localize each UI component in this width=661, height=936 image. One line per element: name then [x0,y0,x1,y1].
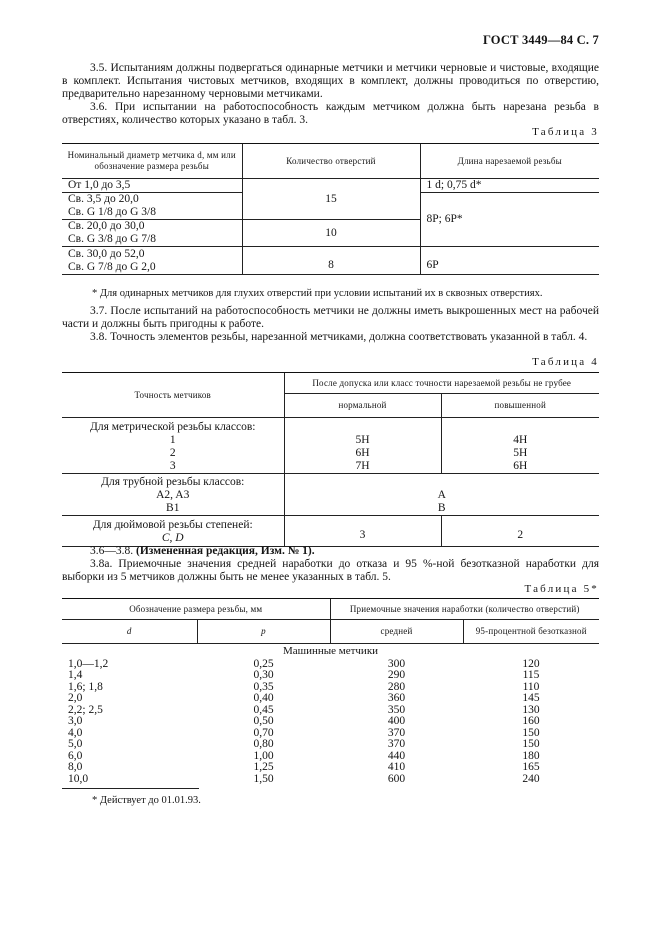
table-row [62,774,599,786]
paragraph-3-6: 3.6. При испытании на работоспособность каждым метчиком должна быть нарезана резьба в отверстиях, количество которых указано в табл. 3. [62,101,599,126]
table-3-row-1-length: 1 d; 0,75 d* [420,179,599,193]
table-5-cell-d: 5,0 [68,738,83,750]
table-4-header-normal: нормальной [284,394,441,418]
table-4-caption: Таблица 4 [532,356,599,368]
table-4-metric-label: Для метрической резьбы классов: [89,421,256,433]
table-4-header-accuracy: Точность метчиков [62,373,284,418]
table-3-row-3-count: 10 [242,220,420,247]
table-row [62,739,599,751]
table-4-metric-normal-1: 5H [355,434,370,446]
table-5-footnote: * Действует до 01.01.93. [92,795,201,806]
amendment-ref: 3.6—3.8. [90,545,134,557]
table-5-cell-95: 110 [522,680,540,693]
table-3-length-merged: 8P; 6P* [420,193,599,247]
table-5-header-95: 95-процентной безотказной [463,620,599,644]
table-5-cell-d: 1,4 [68,669,83,681]
table-4-pipe-label: Для трубной резьбы классов: [101,476,245,488]
table-5-cell-avg: 280 [387,680,406,693]
table-5-header-avg: средней [330,620,463,644]
table-4 [62,372,599,547]
table-4-metric-high-1: 4H [513,434,528,446]
table-3-row-3-line-2: Св. G 3/8 до G 7/8 [68,233,156,245]
table-5-cell-avg: 360 [387,692,406,704]
table-5-header-p: p [197,620,330,644]
table-4-pipe-cell [62,474,284,516]
table-3-footnote: * Для одинарных метчиков для глухих отверстий при условии испытаний их в сквозных отверстиях. [92,288,543,299]
table-3-caption: Таблица 3 [532,126,599,138]
table-5-cell-d: 8,0 [68,761,83,773]
table-5-cell-95: 150 [522,726,540,739]
table-4-pipe-class-2: B1 [166,502,180,514]
table-5-cell-d: 4,0 [68,726,83,739]
table-5-section-title: Машинные метчики [282,644,379,657]
table-3-row-4-diameter [62,247,242,275]
table-3-row-4-count: 8 [242,247,420,275]
table-3-row-4-length: 6P [420,247,599,275]
table-5-cell-p: 0,40 [253,692,274,704]
table-5-cell-avg: 370 [387,738,406,750]
table-4-inch-classes: C, D [161,532,184,544]
table-row [62,659,599,671]
table-4-metric-normal [284,418,441,474]
amendment-note [90,545,315,558]
table-3-header-diameter: Номинальный диаметр метчика d, мм или обозначение размера резьбы [62,144,242,179]
table-3-header-count: Количество отверстий [242,144,420,179]
table-5-header-values: Приемочные значения наработки (количество отверстий) [330,599,599,620]
table-4-pipe-value-1: A [437,489,446,501]
table-3-row-3-diameter [62,220,242,247]
table-3-row-1-diameter: От 1,0 до 3,5 [62,179,242,193]
table-row [62,751,599,763]
page-header: ГОСТ 3449—84 С. 7 [482,33,599,47]
table-3-row-3-line-1: Св. 20,0 до 30,0 [68,220,145,232]
table-5-cell-95: 165 [522,761,540,773]
table-5-cell-p: 0,70 [253,726,274,739]
table-5-cell-95: 160 [522,715,540,727]
table-row [62,693,599,705]
table-5-cell-p: 1,50 [253,772,274,785]
table-5-cell-p: 0,25 [253,657,274,670]
table-5-cell-95: 115 [522,669,540,681]
table-4-metric-class-1: 1 [169,434,176,446]
table-5-cell-avg: 350 [387,703,406,716]
table-5-cell-p: 0,30 [253,669,274,681]
table-5-cell-p: 0,45 [253,703,274,716]
table-4-inch-label: Для дюймовой резьбы степеней: [92,519,253,531]
table-3 [62,143,599,275]
table-4-inch-normal: 3 [284,516,441,547]
table-3-row-2-line-1: Св. 3,5 до 20,0 [68,193,139,205]
table-5 [62,598,599,785]
table-5-cell-avg: 290 [387,669,406,681]
paragraph-3-8a: 3.8а. Приемочные значения средней наработки до отказа и 95 %-ной безотказной наработки для выборки из 5 метчиков должны быть не менее указанных в табл. 5. [62,558,599,583]
table-5-cell-d: 6,0 [68,749,83,762]
table-5-cell-p: 1,00 [253,749,274,762]
table-5-caption: Таблица 5* [524,583,599,595]
table-4-metric-high-2: 5H [513,447,528,459]
table-4-metric-cell [62,418,284,474]
table-4-metric-normal-3: 7H [355,460,370,472]
table-row [62,705,599,717]
table-4-inch-high: 2 [441,516,599,547]
table-row [62,716,599,728]
table-5-cell-avg: 400 [387,715,406,727]
table-3-row-4-line-1: Св. 30,0 до 52,0 [68,247,145,260]
table-5-header-size: Обозначение размера резьбы, мм [62,599,330,620]
table-3-count-merged: 15 [242,179,420,220]
table-3-header-length: Длина нарезаемой резьбы [420,144,599,179]
table-5-cell-p: 0,35 [253,680,274,693]
table-5-cell-d: 3,0 [68,715,83,727]
table-4-metric-normal-2: 6H [355,447,370,459]
table-4-metric-high [441,418,599,474]
table-4-pipe-values [284,474,599,516]
table-4-header-high: повышенной [441,394,599,418]
table-4-metric-high-3: 6H [513,460,528,472]
table-3-row-2-diameter [62,193,242,220]
table-5-cell-p: 0,50 [253,715,274,727]
table-5-cell-avg: 410 [387,761,406,773]
table-5-cell-p: 0,80 [253,738,274,750]
table-row [62,682,599,694]
footnote-rule [62,788,199,789]
table-3-row-2-line-2: Св. G 1/8 до G 3/8 [68,206,156,218]
table-3-row-4-line-2: Св. G 7/8 до G 2,0 [68,260,156,273]
table-5-cell-avg: 440 [387,749,406,762]
amendment-text: (Измененная редакция, Изм. № 1). [136,545,315,557]
table-5-cell-d: 2,2; 2,5 [68,703,103,716]
table-5-cell-95: 145 [522,692,540,704]
table-5-cell-95: 120 [522,657,540,670]
table-5-cell-d: 1,6; 1,8 [68,680,103,693]
table-4-metric-class-2: 2 [169,447,176,459]
table-4-metric-class-3: 3 [169,460,176,472]
table-5-cell-avg: 370 [387,726,406,739]
table-4-inch-cell [62,516,284,547]
table-5-cell-d: 2,0 [68,692,83,704]
paragraph-3-5: 3.5. Испытаниям должны подвергаться одинарные метчики и метчики черновые и чистовые, входящие в комплект. Испытания чистовых метчиков, входящих в комплект, должны проводиться по отверстию, предварительно нарезанному черновыми метчиками. [62,62,599,100]
paragraph-3-8: 3.8. Точность элементов резьбы, нарезанной метчиками, должна соответствовать указанной в табл. 4. [90,331,588,343]
table-row [62,728,599,740]
table-5-cell-95: 150 [522,738,540,750]
table-5-cell-95: 240 [522,772,540,785]
table-5-cell-p: 1,25 [253,761,274,773]
table-4-pipe-class-1: A2, A3 [156,489,190,501]
table-row [62,670,599,682]
table-row [62,762,599,774]
table-4-header-group: После допуска или класс точности нарезаемой резьбы не грубее [284,373,599,394]
table-5-cell-95: 180 [522,749,540,762]
table-5-cell-avg: 300 [387,657,406,670]
table-5-cell-avg: 600 [387,772,406,785]
table-5-header-d: d [62,620,197,644]
table-5-cell-d: 1,0—1,2 [68,657,109,670]
table-4-pipe-value-2: B [437,502,446,514]
table-5-cell-95: 130 [522,703,540,716]
table-5-cell-d: 10,0 [68,772,89,785]
paragraph-3-7: 3.7. После испытаний на работоспособность метчики не должны иметь выкрошенных мест на рабочей части и должны быть пригодны к работе. [62,305,599,330]
